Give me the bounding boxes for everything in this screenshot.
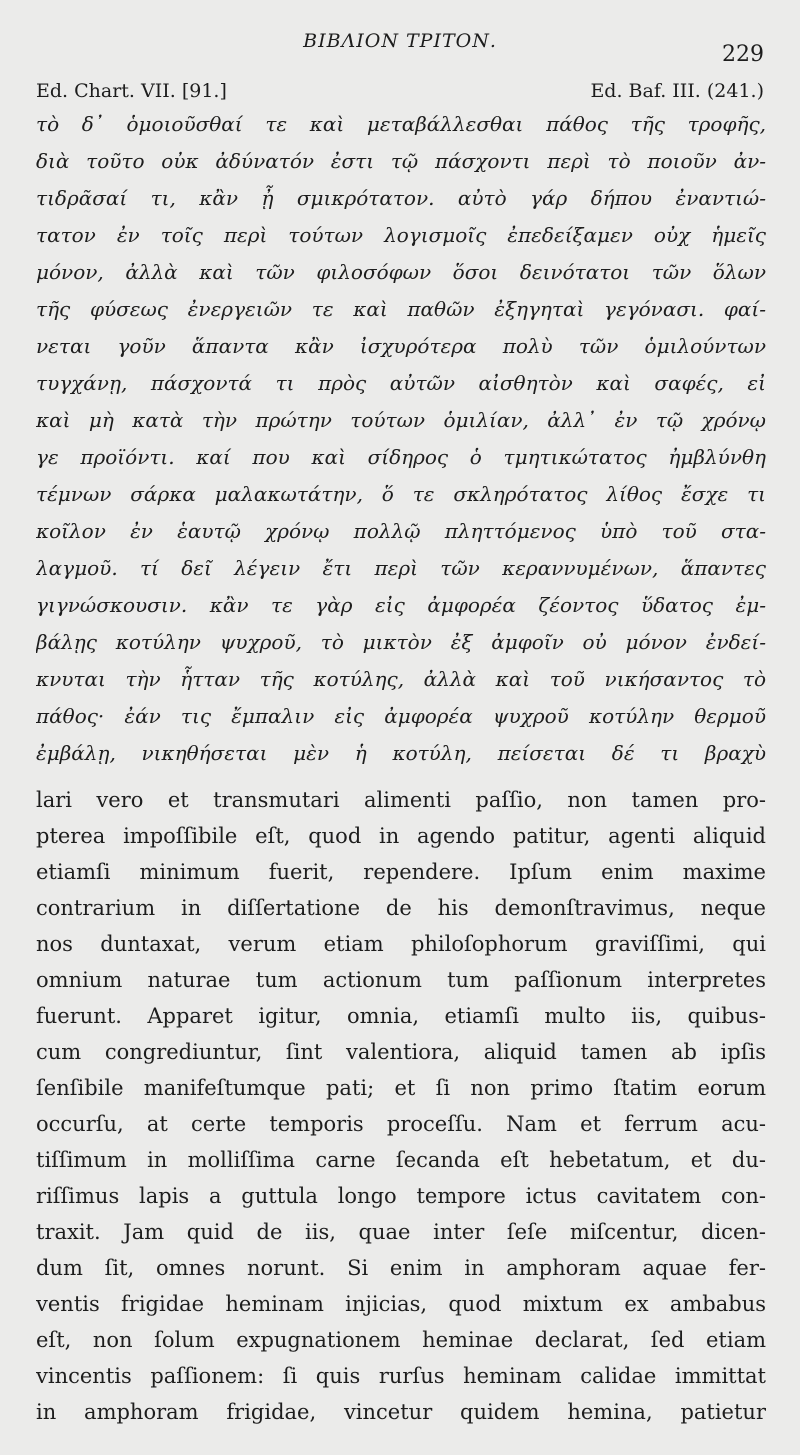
greek-text-block [36, 106, 766, 772]
latin-line: cum congrediuntur, ſint valentiora, aliquid tamen ab ipſis [36, 1040, 766, 1064]
greek-line: τὸ δ᾽ ὁμοιοῦσθαί τε καὶ μεταβάλλεσθαι πάθος τῆς τροφῆς, [36, 112, 766, 136]
latin-line: ventis frigidae heminam injicias, quod mixtum ex ambabus [36, 1292, 766, 1316]
latin-line: tiſſimum in molliſſima carne ſecanda eſt hebetatum, et du- [36, 1148, 766, 1172]
latin-line: nos duntaxat, verum etiam philoſophorum graviſſimi, qui [36, 932, 766, 956]
greek-line: τατον ἐν τοῖς περὶ τούτων λογισμοῖς ἐπεδείξαμεν οὐχ ἡμεῖς [36, 223, 766, 247]
greek-line: νεται γοῦν ἅπαντα κἂν ἰσχυρότερα πολὺ τῶν ὁμιλούντων [36, 334, 766, 358]
latin-line: vincentis paſſionem: ſi quis rurſus heminam calidae immittat [36, 1364, 766, 1388]
greek-line: βάλῃς κοτύλην ψυχροῦ, τὸ μικτὸν ἐξ ἀμφοῖν οὐ μόνον ἐνδεί- [36, 630, 766, 654]
greek-line: τιδρᾶσαί τι, κἂν ᾖ σμικρότατον. αὐτὸ γάρ δήπου ἐναντιώ- [36, 186, 766, 210]
latin-line: riſſimus lapis a guttula longo tempore ictus cavitatem con- [36, 1184, 766, 1208]
greek-line: γιγνώσκουσιν. κἂν τε γὰρ εἰς ἀμφορέα ζέοντος ὕδατος ἐμ- [36, 593, 766, 617]
edition-chartier-ref: Ed. Chart. VII. [91.] [36, 80, 227, 102]
greek-line: λαγμοῦ. τί δεῖ λέγειν ἔτι περὶ τῶν κεραννυμένων, ἅπαντες [36, 556, 766, 580]
latin-line: traxit. Jam quid de iis, quae inter ſeſe miſcentur, dicen- [36, 1220, 766, 1244]
latin-line: dum ſit, omnes norunt. Si enim in amphoram aquae fer- [36, 1256, 766, 1280]
latin-line: ſenſibile manifeſtumque pati; et ſi non primo ſtatim eorum [36, 1076, 766, 1100]
greek-line: ἐμβάλῃ, νικηθήσεται μὲν ἡ κοτύλη, πείσεται δέ τι βραχὺ [36, 741, 766, 765]
greek-line: τῆς φύσεως ἐνεργειῶν τε καὶ παθῶν ἐξηγηταὶ γεγόνασι. φαί- [36, 297, 766, 321]
latin-line: contrarium in diſſertatione de his demonſtravimus, neque [36, 896, 766, 920]
greek-line: καὶ μὴ κατὰ τὴν πρώτην τούτων ὁμιλίαν, ἀλλ᾽ ἐν τῷ χρόνῳ [36, 408, 766, 432]
greek-line: πάθος· ἐάν τις ἔμπαλιν εἰς ἀμφορέα ψυχροῦ κοτύλην θερμοῦ [36, 704, 766, 728]
latin-line: lari vero et transmutari alimenti paſſio, non tamen pro- [36, 788, 766, 812]
greek-line: γε προϊόντι. καί που καὶ σίδηρος ὁ τμητικώτατος ἠμβλύνθη [36, 445, 766, 469]
greek-line: διὰ τοῦτο οὐκ ἀδύνατόν ἐστι τῷ πάσχοντι περὶ τὸ ποιοῦν ἀν- [36, 149, 766, 173]
latin-line: occurſu, at certe temporis proceſſu. Nam et ferrum acu- [36, 1112, 766, 1136]
latin-line: in amphoram frigidae, vincetur quidem hemina, patietur [36, 1400, 766, 1424]
running-title: BIBΛΙΟΝ ΤΡΙΤΟΝ. [303, 30, 497, 52]
greek-line: τυγχάνῃ, πάσχοντά τι πρὸς αὐτῶν αἰσθητὸν καὶ σαφές, εἰ [36, 371, 766, 395]
greek-line: τέμνων σάρκα μαλακωτάτην, ὅ τε σκληρότατος λίθος ἔσχε τι [36, 482, 766, 506]
greek-line: μόνον, ἀλλὰ καὶ τῶν φιλοσόφων ὅσοι δεινότατοι τῶν ὅλων [36, 260, 766, 284]
page-number: 229 [722, 42, 764, 67]
greek-line: κοῖλον ἐν ἑαυτῷ χρόνῳ πολλῷ πληττόμενος ὑπὸ τοῦ στα- [36, 519, 766, 543]
latin-line: pterea impoſſibile eſt, quod in agendo patitur, agenti aliquid [36, 824, 766, 848]
latin-line: fuerunt. Apparet igitur, omnia, etiamſi multo iis, quibus- [36, 1004, 766, 1028]
latin-line: etiamſi minimum fuerit, rependere. Ipſum enim maxime [36, 860, 766, 884]
greek-line: κνυται τὴν ἧτταν τῆς κοτύλης, ἀλλὰ καὶ τοῦ νικήσαντος τὸ [36, 667, 766, 691]
edition-line [36, 80, 764, 106]
latin-line: omnium naturae tum actionum tum paſſionum interpretes [36, 968, 766, 992]
latin-line: eſt, non ſolum expugnationem heminae declarat, ſed etiam [36, 1328, 766, 1352]
edition-basel-ref: Ed. Baf. III. (241.) [590, 80, 764, 102]
latin-text-block [36, 782, 766, 1430]
